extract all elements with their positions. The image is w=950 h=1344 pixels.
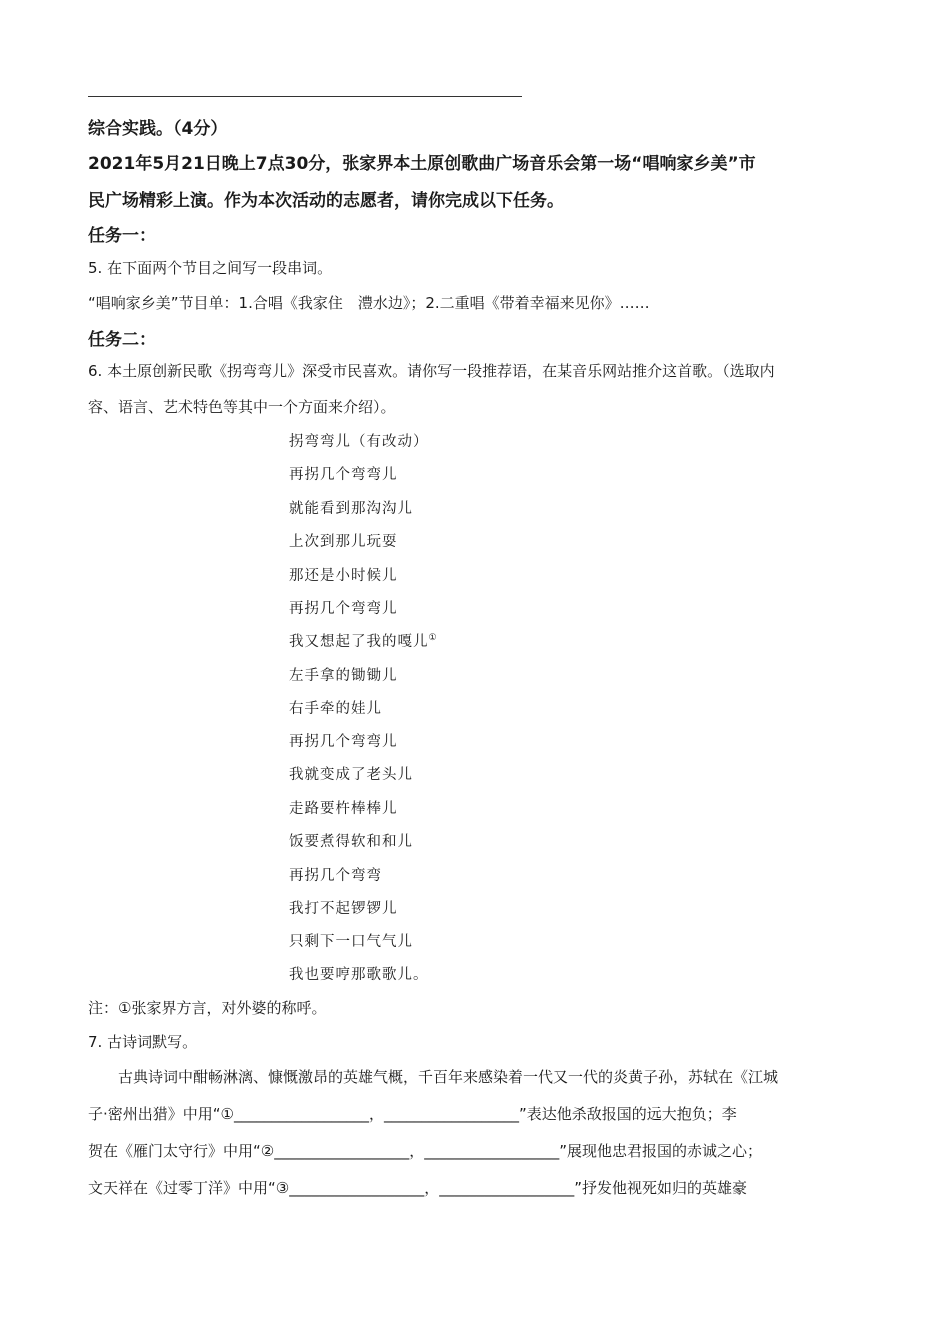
q7-line-4: 文天祥在《过零丁洋》中用“③__________________，__________________”抒发他视死如归的英雄豪 (88, 1179, 747, 1197)
poem-line: 走路要杵棒棒儿 (289, 801, 398, 817)
poem-line: 上次到那儿玩耍 (289, 534, 398, 550)
intro-line-1: 2021年5月21日晚上7点30分，张家界本土原创歌曲广场音乐会第一场“唱响家乡美”市 (88, 154, 756, 174)
poem-line: 再拐几个弯弯儿 (289, 467, 398, 483)
poem-line: 我就变成了老头儿 (289, 767, 413, 783)
footnote: 注：①张家界方言，对外婆的称呼。 (88, 999, 327, 1017)
top-rule (88, 96, 522, 97)
poem-line: 右手牵的娃儿 (289, 701, 382, 717)
task1-question: 5. 在下面两个节目之间写一段串词。 (88, 259, 333, 277)
poem-line: 再拐几个弯弯儿 (289, 601, 398, 617)
intro-line-2: 民广场精彩上演。作为本次活动的志愿者，请你完成以下任务。 (88, 191, 564, 211)
poem-line: 再拐几个弯弯 (289, 868, 382, 884)
poem-line-with-footnote (289, 630, 438, 651)
poem-line: 左手拿的锄锄儿 (289, 668, 398, 684)
poem-line: 那还是小时候儿 (289, 568, 398, 584)
task2-question-line-2: 容、语言、艺术特色等其中一个方面来介绍）。 (88, 398, 396, 416)
q7-line-3: 贺在《雁门太守行》中用“②__________________，__________________”展现他忠君报国的赤诚之心； (88, 1142, 762, 1160)
task2-question-line-1: 6. 本土原创新民歌《拐弯弯儿》深受市民喜欢。请你写一段推荐语，在某音乐网站推介这首歌。（选取内 (88, 362, 775, 380)
task1-program: “唱响家乡美”节目单：1.合唱《我家住 澧水边》；2.二重唱《带着幸福来见你》…… (88, 294, 650, 312)
poem-line: 我打不起锣锣儿 (289, 901, 398, 917)
q7-title: 7. 古诗词默写。 (88, 1033, 198, 1051)
poem-line: 再拐几个弯弯儿 (289, 734, 398, 750)
poem-title: 拐弯弯儿（有改动） (289, 434, 429, 450)
footnote-mark: ① (428, 633, 438, 644)
task1-heading: 任务一： (88, 226, 156, 246)
q7-line-1: 古典诗词中酣畅淋漓、慷慨激昂的英雄气概，千百年来感染着一代又一代的炎黄子孙，苏轼在《江城 (118, 1068, 779, 1086)
poem-line: 饭要煮得软和和儿 (289, 834, 413, 850)
task2-heading: 任务二： (88, 330, 156, 350)
q7-line-2: 子·密州出猎》中用“①__________________，__________________”表达他杀敌报国的远大抱负；李 (88, 1105, 737, 1123)
poem-line: 只剩下一口气气儿 (289, 934, 413, 950)
poem-line: 就能看到那沟沟儿 (289, 501, 413, 517)
poem-line: 我又想起了我的嘎儿 (289, 634, 429, 650)
poem-line: 我也要哼那歌歌儿。 (289, 967, 429, 983)
section-title: 综合实践。（4分） (88, 119, 228, 139)
